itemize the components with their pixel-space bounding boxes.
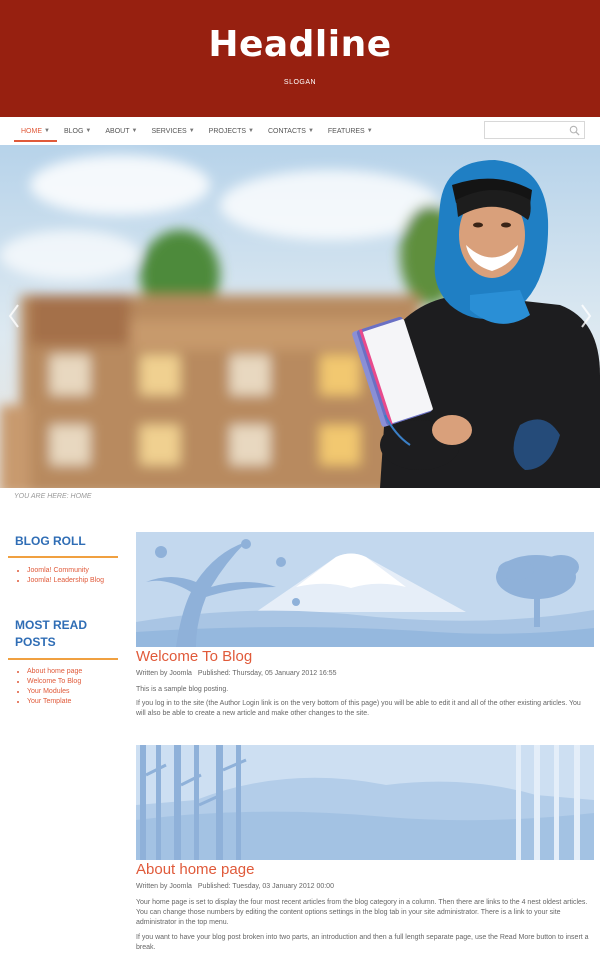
nav-item-features[interactable] bbox=[321, 117, 380, 145]
chevron-down-icon: ▼ bbox=[248, 128, 254, 134]
list-item bbox=[27, 697, 82, 707]
article-published: Published: Thursday, 05 January 2012 16:55 bbox=[197, 670, 337, 677]
article-author: Written by Joomla bbox=[136, 670, 192, 677]
article-paragraph: Your home page is set to display the four most recent articles from the blog category in a column. Then there are links to the 4 nest oldest articles. You can change those numbers by editing the content options settings in the blog tab in your site administrator. There is a link to your site administrator in the top menu. bbox=[136, 899, 588, 926]
nav-label: PROJECTS bbox=[208, 127, 247, 135]
article-paragraph: This is a sample blog posting. bbox=[136, 686, 229, 693]
article-published: Published: Tuesday, 03 January 2012 00:00 bbox=[197, 883, 334, 890]
article-meta bbox=[136, 670, 337, 677]
nav-list bbox=[14, 117, 380, 145]
module-divider bbox=[8, 658, 118, 660]
site-headline[interactable]: Headline bbox=[208, 24, 392, 65]
search-input[interactable] bbox=[484, 121, 585, 139]
blog-roll-link[interactable]: Joomla! Community bbox=[27, 567, 89, 574]
blog-roll-link[interactable]: Joomla! Leadership Blog bbox=[27, 577, 105, 584]
most-read-list bbox=[20, 667, 82, 707]
nav-label: BLOG bbox=[63, 127, 84, 135]
list-item bbox=[27, 566, 104, 576]
most-read-link[interactable]: Your Modules bbox=[27, 688, 70, 695]
nav-item-blog[interactable] bbox=[57, 117, 98, 145]
article-paragraph: If you want to have your blog post broken into two parts, an introduction and then a full length separate page, use the Read More button to insert a break. bbox=[136, 934, 589, 951]
article-paragraph: If you log in to the site (the Author Login link is on the very bottom of this page) you will be able to edit it and all of the other existing articles. You will also be able to create a new article and make other changes to the site. bbox=[136, 700, 581, 717]
list-item bbox=[27, 677, 82, 687]
chevron-down-icon: ▼ bbox=[85, 128, 92, 134]
slide-image bbox=[0, 145, 600, 488]
nav-label: HOME bbox=[21, 127, 42, 135]
nav-label: CONTACTS bbox=[267, 127, 306, 135]
article-meta bbox=[136, 883, 334, 890]
site-slogan: SLOGAN bbox=[283, 79, 317, 86]
breadcrumb: YOU ARE HERE: HOME bbox=[14, 493, 92, 500]
nav-item-projects[interactable] bbox=[202, 117, 261, 145]
most-read-link[interactable]: About home page bbox=[27, 668, 83, 675]
most-read-title bbox=[15, 617, 87, 651]
list-item bbox=[27, 667, 82, 677]
list-item bbox=[27, 576, 104, 586]
nav-label: SERVICES bbox=[151, 127, 187, 135]
nav-item-about[interactable] bbox=[98, 117, 144, 145]
nav-item-home[interactable] bbox=[14, 117, 57, 145]
list-item bbox=[27, 687, 82, 697]
most-read-link[interactable]: Welcome To Blog bbox=[27, 678, 82, 685]
blog-roll-title: BLOG ROLL bbox=[15, 534, 86, 548]
article-image[interactable] bbox=[136, 532, 594, 647]
slider-prev-arrow[interactable] bbox=[8, 303, 20, 329]
article-title[interactable]: Welcome To Blog bbox=[136, 648, 253, 665]
nav-label: ABOUT bbox=[105, 127, 130, 135]
most-read-title-line1: MOST READ bbox=[15, 618, 87, 632]
chevron-down-icon: ▼ bbox=[131, 128, 138, 134]
search-icon[interactable] bbox=[569, 125, 580, 136]
most-read-link[interactable]: Your Template bbox=[27, 698, 72, 705]
chevron-down-icon: ▼ bbox=[307, 128, 314, 134]
article-author: Written by Joomla bbox=[136, 883, 192, 890]
nav-label: FEATURES bbox=[327, 127, 365, 135]
article-title[interactable]: About home page bbox=[136, 861, 255, 878]
most-read-title-line2: POSTS bbox=[15, 635, 56, 649]
blog-roll-list bbox=[20, 566, 104, 586]
site-header bbox=[0, 0, 600, 117]
article-image[interactable] bbox=[136, 745, 594, 860]
nav-item-contacts[interactable] bbox=[261, 117, 321, 145]
hero-slider bbox=[0, 145, 600, 488]
module-divider bbox=[8, 556, 118, 558]
chevron-down-icon: ▼ bbox=[188, 128, 195, 134]
chevron-down-icon: ▼ bbox=[44, 128, 50, 134]
nav-item-services[interactable] bbox=[144, 117, 201, 145]
chevron-down-icon: ▼ bbox=[366, 128, 373, 134]
slider-next-arrow[interactable] bbox=[580, 303, 592, 329]
